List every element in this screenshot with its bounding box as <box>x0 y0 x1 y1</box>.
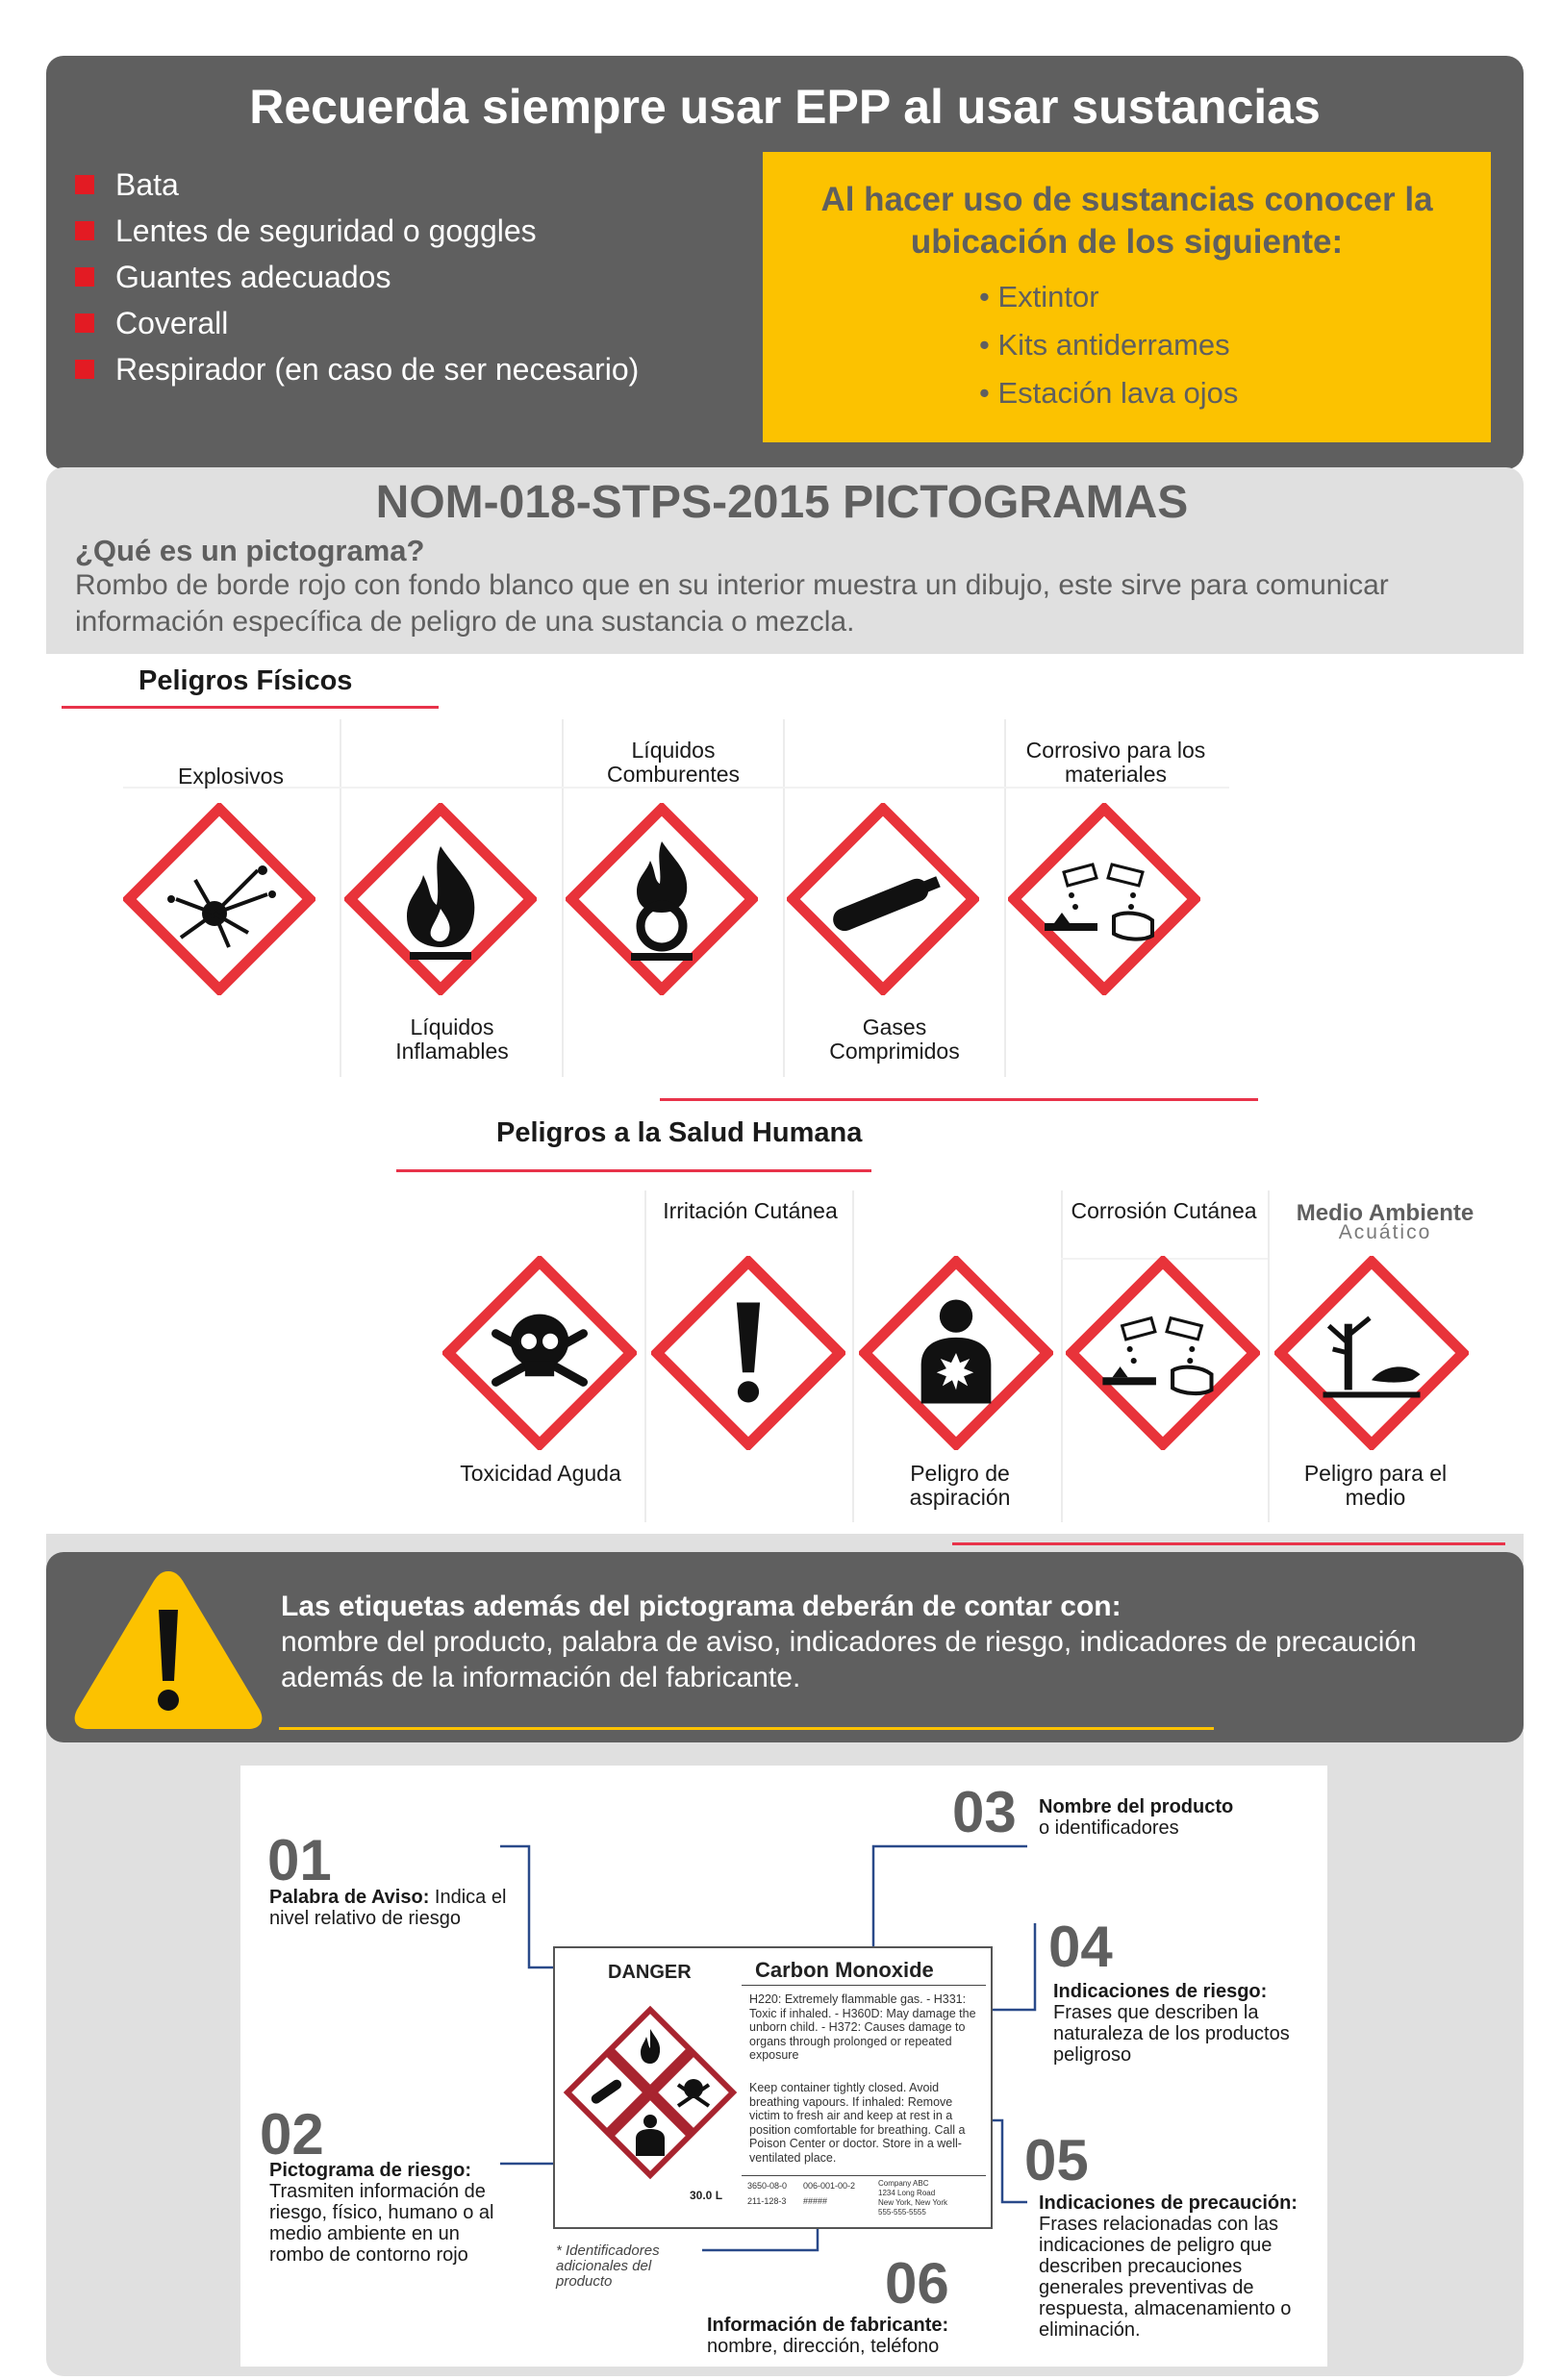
label-toxicidad: Toxicidad Aguda <box>460 1461 621 1486</box>
divider <box>279 1727 1214 1730</box>
flame-over-circle-icon <box>566 803 758 995</box>
code: ##### <box>803 2196 828 2206</box>
step-label: Indicaciones de riesgo: Frases que describen la naturaleza de los productos peligroso <box>1053 1981 1290 2066</box>
signal-word: DANGER <box>608 1962 692 1983</box>
step-label: Indicaciones de precaución: Frases relacionadas con las indicaciones de peligro que describen precauciones generales preventivas de respuesta, almacenamiento o eliminación. <box>1039 2192 1298 2341</box>
company-info: Company ABC 1234 Long Road New York, New York 555-555-5555 <box>878 2179 948 2217</box>
epp-list <box>75 162 639 392</box>
divider <box>396 1169 871 1172</box>
location-box <box>763 152 1491 442</box>
pictogram-definition: Rombo de borde rojo con fondo blanco que en su interior muestra un dibujo, este sirve para comunicar información específica de peligro de una sustancia o mezcla. <box>75 569 1389 638</box>
step-number: 06 <box>885 2251 949 2316</box>
divider <box>852 1190 854 1522</box>
gas-cylinder-icon <box>787 803 979 995</box>
step-label: Nombre del producto o identificadores <box>1039 1796 1234 1839</box>
label-inflamables: Líquidos Inflamables <box>395 1015 509 1064</box>
divider <box>660 1098 1258 1101</box>
warning-icon <box>69 1564 267 1733</box>
location-item: • Kits antiderrames <box>979 328 1230 362</box>
divider <box>62 706 439 709</box>
label-irritacion: Irritación Cutánea <box>663 1198 838 1223</box>
step-number: 01 <box>267 1828 332 1892</box>
step-number: 05 <box>1024 2128 1089 2192</box>
label-gases: Gases Comprimidos <box>829 1015 960 1064</box>
divider <box>952 1542 1505 1545</box>
ghs-pictograms-icon <box>559 2004 742 2187</box>
bullet-square-icon <box>75 313 94 333</box>
environment-icon <box>1274 1256 1469 1450</box>
step-label: Pictograma de riesgo: Trasmiten información de riesgo, físico, humano o al medio ambiente en un rombo de contorno rojo <box>269 2160 494 2266</box>
location-item: • Estación lava ojos <box>979 376 1239 410</box>
label-aspiracion: Peligro de aspiración <box>909 1461 1011 1510</box>
label-ambiente-sub: Acuático <box>1338 1221 1432 1243</box>
sample-label <box>553 1946 993 2229</box>
code: 211-128-3 <box>747 2196 787 2206</box>
warning-body: nombre del producto, palabra de aviso, indicadores de riesgo, indicadores de precaución además de la información del fabricante. <box>281 1626 1417 1693</box>
flame-icon <box>344 803 537 995</box>
epp-title: Recuerda siempre usar EPP al usar sustancias <box>249 80 1321 134</box>
label-ambiente: Peligro para el medio <box>1303 1461 1448 1510</box>
divider <box>783 719 785 1077</box>
warning-bold: Las etiquetas además del pictograma deberán de contar con: <box>281 1591 1122 1622</box>
volume: 30.0 L <box>690 2189 723 2202</box>
epp-item: Guantes adecuados <box>75 254 639 300</box>
location-heading: Al hacer uso de sustancias conocer la ubicación de los siguiente: <box>820 181 1433 261</box>
bullet-square-icon <box>75 221 94 240</box>
bullet-square-icon <box>75 360 94 379</box>
divider <box>340 719 341 1077</box>
divider <box>742 1985 986 1986</box>
epp-item: Coverall <box>75 300 639 346</box>
location-list <box>979 273 1238 417</box>
epp-item: Lentes de seguridad o goggles <box>75 208 639 254</box>
pictogram-question: ¿Qué es un pictograma? <box>75 534 425 567</box>
health-title: Peligros a la Salud Humana <box>496 1117 863 1148</box>
label-corrosion: Corrosión Cutánea <box>1071 1198 1257 1223</box>
physical-title: Peligros Físicos <box>139 665 353 696</box>
hazard-statements: H220: Extremely flammable gas. - H331: Toxic if inhaled. - H360D: May damage the unborn child. - H372: Causes damage to organs through prolonged or repeated exposure <box>749 1992 976 2062</box>
code: 006-001-00-2 <box>803 2181 856 2191</box>
epp-item: Respirador (en caso de ser necesario) <box>75 346 639 392</box>
step-number: 04 <box>1048 1915 1113 1979</box>
exploding-bomb-icon <box>123 803 315 995</box>
health-hazard-icon <box>859 1256 1053 1450</box>
precaution-statements: Keep container tightly closed. Avoid breathing vapours. If inhaled: Remove victim to fresh air and keep at rest in a position comfortable for breathing. Call a Poison Center or doctor. Store in a well-ventilated place. <box>749 2081 966 2165</box>
exclamation-icon <box>651 1256 845 1450</box>
code: 3650-08-0 <box>747 2181 788 2191</box>
bullet-square-icon <box>75 175 94 194</box>
nom-title: NOM-018-STPS-2015 PICTOGRAMAS <box>375 477 1189 528</box>
divider <box>1268 1190 1270 1522</box>
divider <box>742 2175 986 2176</box>
skull-crossbones-icon <box>442 1256 637 1450</box>
corrosion-icon <box>1008 803 1200 995</box>
label-ambiente-head: Medio Ambiente <box>1296 1200 1475 1226</box>
divider <box>1061 1190 1063 1522</box>
step-label: Información de fabricante: nombre, dirección, teléfono <box>707 2315 949 2357</box>
product-name: Carbon Monoxide <box>755 1958 934 1982</box>
divider <box>644 1190 646 1522</box>
corrosion-icon <box>1066 1256 1260 1450</box>
step-number: 02 <box>260 2102 324 2167</box>
warning-text <box>281 1589 1483 1695</box>
label-explosivos: Explosivos <box>178 764 284 789</box>
step-number: 03 <box>952 1780 1017 1844</box>
label-corrosivo: Corrosivo para los materiales <box>1025 738 1206 787</box>
label-comburentes: Líquidos Comburentes <box>606 738 741 787</box>
identifiers-note: * Identificadores adicionales del producto <box>556 2242 660 2290</box>
epp-item: Bata <box>75 162 639 208</box>
divider <box>1004 719 1006 1077</box>
location-item: • Extintor <box>979 280 1099 313</box>
step-label: Palabra de Aviso: Indica el nivel relativo de riesgo <box>269 1887 507 1929</box>
bullet-square-icon <box>75 267 94 287</box>
divider <box>562 719 564 1077</box>
